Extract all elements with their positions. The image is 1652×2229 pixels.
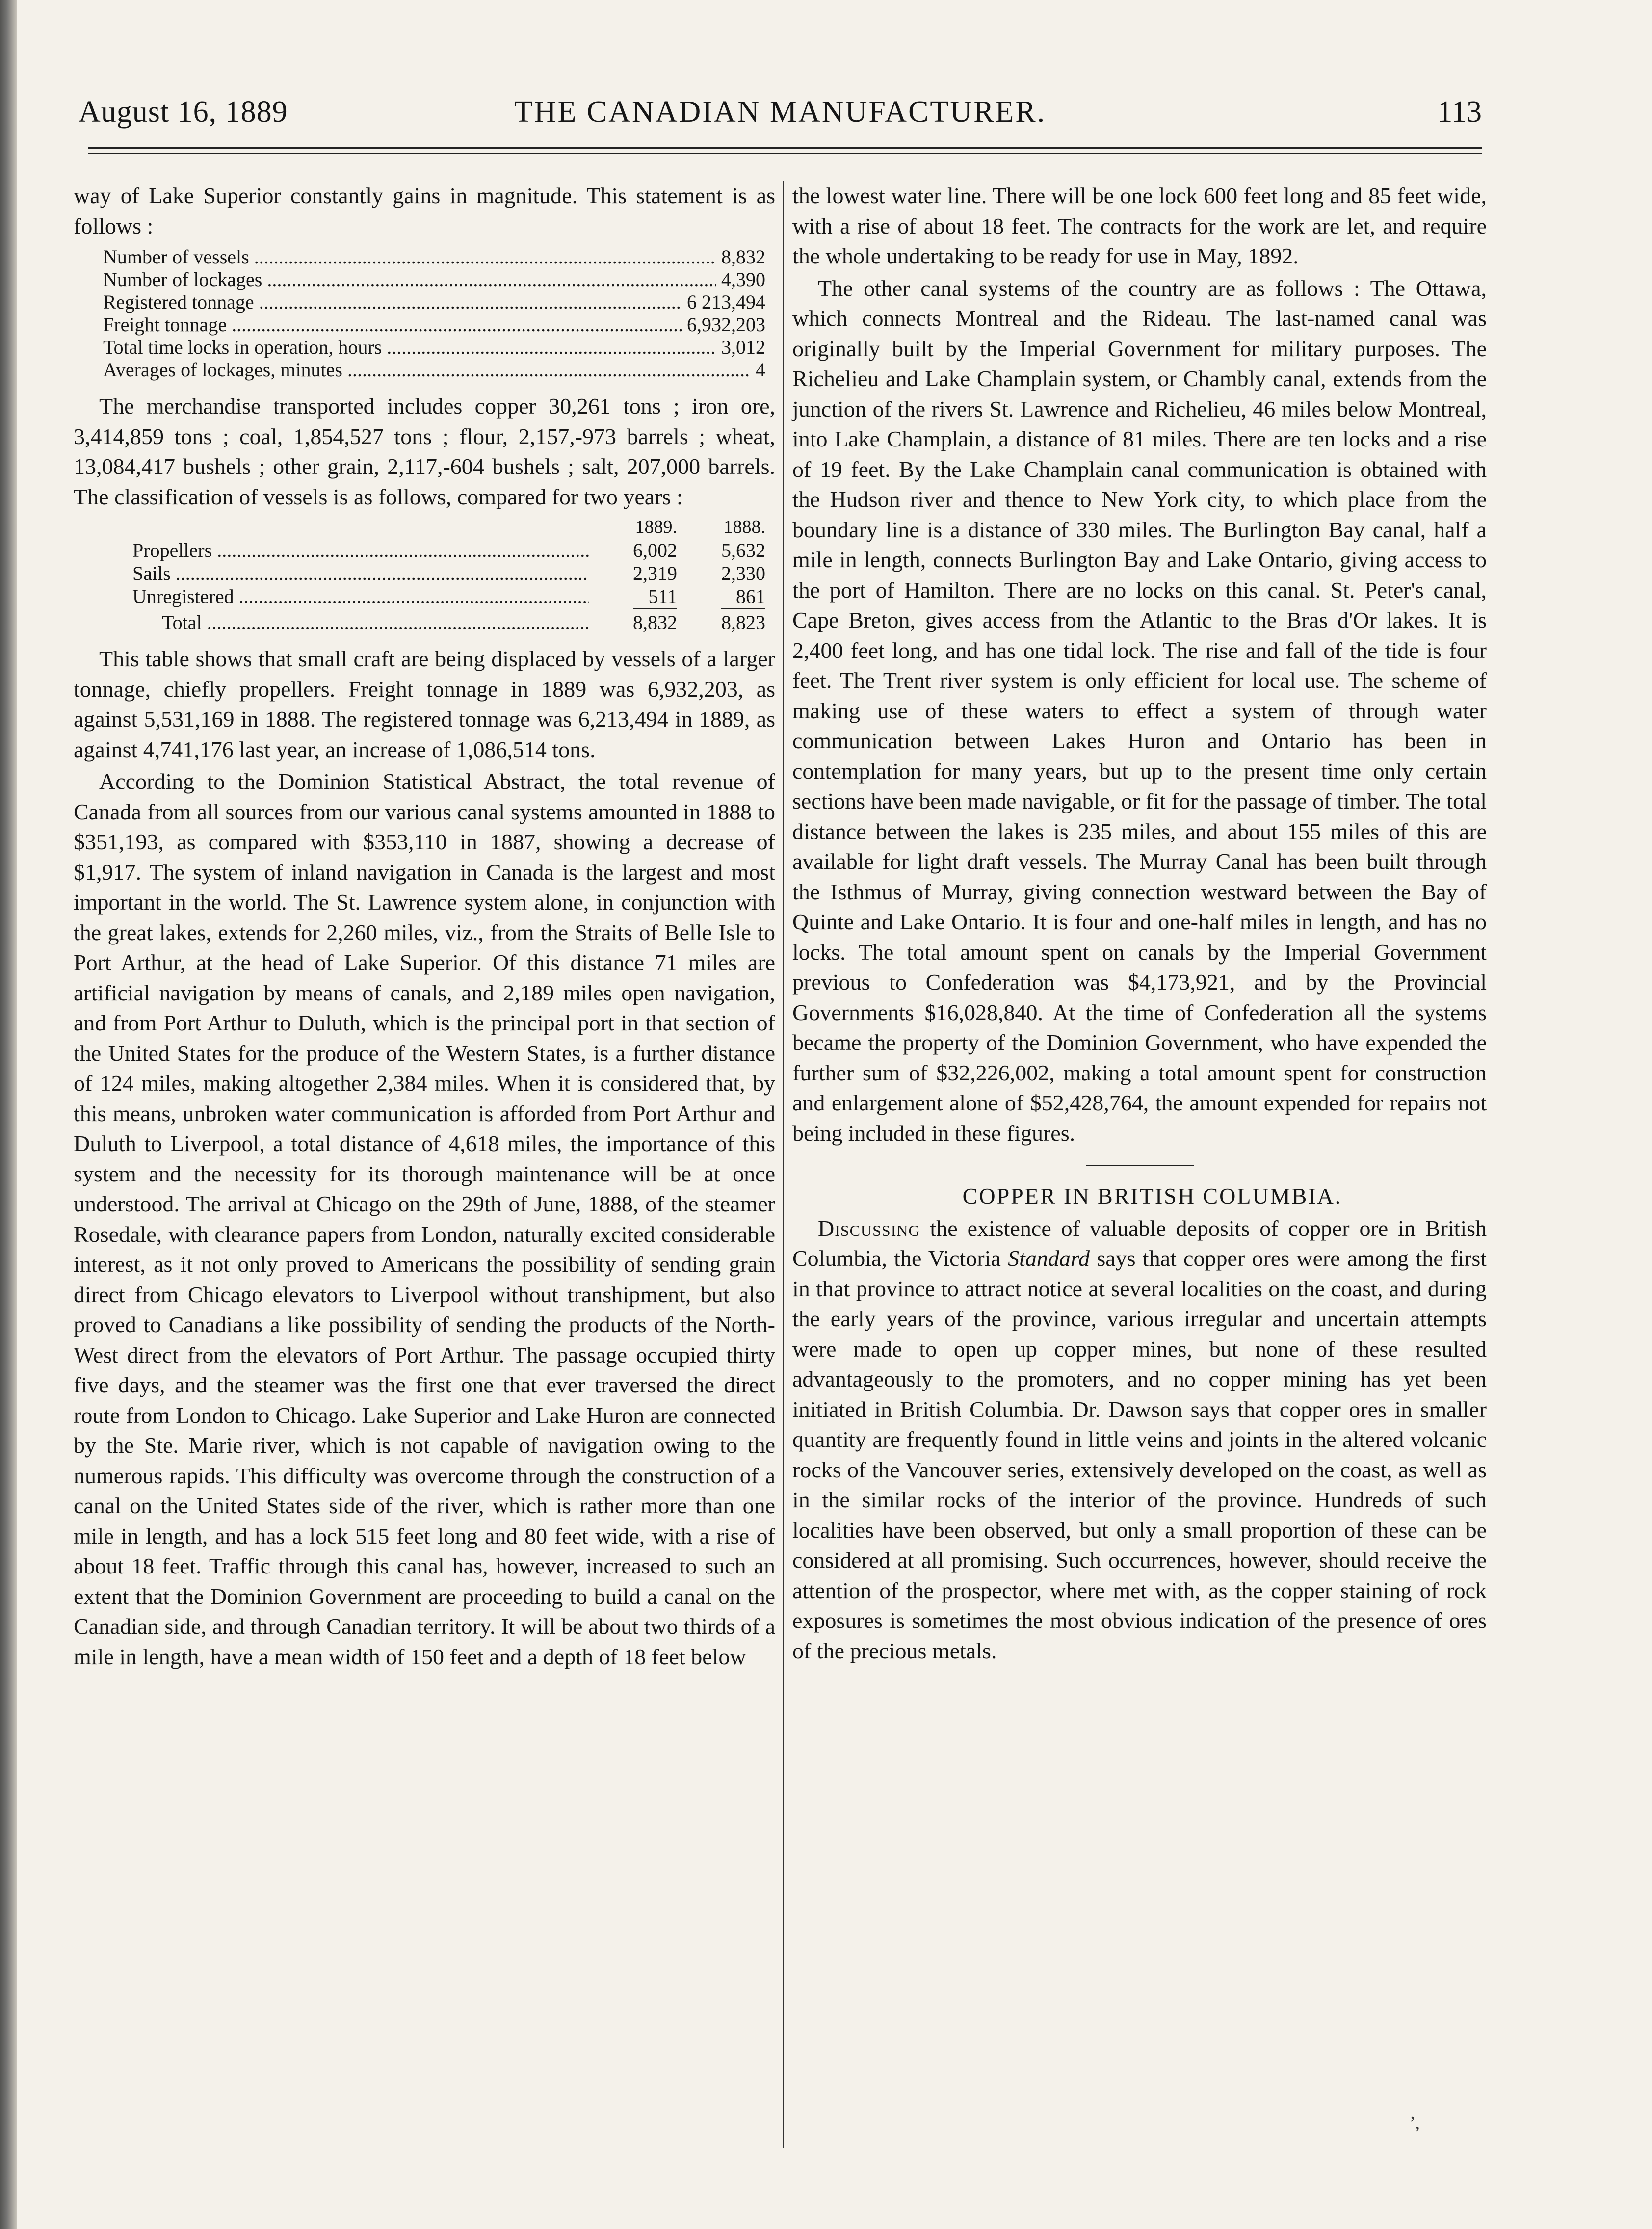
stat-row bbox=[103, 314, 765, 336]
publication-title: THE CANADIAN MANUFACTURER. bbox=[514, 95, 1047, 129]
copper-paragraph bbox=[792, 1213, 1487, 1666]
binding-edge bbox=[0, 0, 17, 2229]
page-number: 113 bbox=[1437, 95, 1482, 129]
stat-label: Averages of lockages, minutes ..... bbox=[103, 359, 751, 381]
copper-text-b: says that copper ores were among the first in that province to attract notice at several localities on the coast, and during the early years of the province, various irregular and uncertain attempts were made to open up copper mines, but none of these resulted advantageously to the promoters, and no copper mining has yet been initiated in British Columbia. Dr. Dawson says that copper ores in smaller quantity are frequently found in little veins and joints in the altered volcanic rocks of the Vancouver series, extensively developed on the coast, as well as in the similar rocks of the interior of the province. Hundreds of such localities have been observed, but only a small proportion of these can be considered at all promising. Such occurrences, however, should receive the attention of the prospector, where met with, as the copper staining of rock exposures is sometimes the most obvious indication of the presence of ores of the precious metals. bbox=[792, 1246, 1487, 1663]
statistical-abstract-paragraph: According to the Dominion Statistical Abstract, the total revenue of Canada from all sources from our various canal systems amounted in 1888 to $351,193, as compared with $353,110 in 1887, showing a decrease of $1,917. The system of inland navigation in Canada is the largest and most important in the world. The St. Lawrence system alone, in conjunction with the great lakes, extends for 2,260 miles, viz., from the Straits of Belle Isle to Port Arthur, at the head of Lake Superior. Of this distance 71 miles are artificial navigation by means of canals, and 2,189 miles open navigation, and from Port Arthur to Duluth, which is the principal port in that section of the United States for the produce of the Western States, is a further distance of 124 miles, making altogether 2,384 miles. When it is considered that, by this means, unbroken water communication is afforded from Port Arthur and Duluth to Liverpool, a total distance of 4,618 miles, the importance of this system and the necessity for its thorough maintenance will be at once understood. The arrival at Chicago on the 29th of June, 1888, of the steamer Rosedale, with clearance papers from London, naturally excited considerable interest, as it not only proved to Americans the possibility of sending grain direct from Chicago elevators to Liverpool without transhipment, but also proved to Canadians a like possibility of sending the products of the North-West direct from the elevators of Port Arthur. The passage occupied thirty five days, and the steamer was the first one that ever traversed the direct route from London to Chicago. Lake Superior and Lake Huron are connected by the Ste. Marie river, which is not capable of navigation owing to the numerous rapids. This difficulty was overcome through the construction of a canal on the United States side of the river, which is rather more than one mile in length, and has a lock 515 feet long and 80 feet wide, with a rise of about 18 feet. Traffic through this canal has, however, increased to such an extent that the Dominion Government are proceeding to build a canal on the Canadian side, and through Canadian territory. It will be about two thirds of a mile in length, have a mean width of 150 feet and a depth of 18 feet below bbox=[74, 769, 775, 1669]
stat-label: Number of lockages ..... bbox=[103, 268, 716, 291]
right-column bbox=[792, 181, 1487, 1668]
total-1888: 8,823 bbox=[721, 611, 765, 633]
row-label: Propellers ..... bbox=[132, 539, 589, 562]
cell-1889: 6,002 bbox=[633, 539, 677, 561]
left-intro-paragraph: way of Lake Superior constantly gains in magnitude. This statement is as follows : bbox=[74, 183, 775, 238]
section-heading: COPPER IN BRITISH COLUMBIA. bbox=[962, 1183, 1342, 1208]
stat-value: 4 bbox=[756, 359, 765, 381]
column-header-1889: 1889. bbox=[635, 517, 677, 537]
page-header bbox=[79, 91, 1482, 145]
stat-row bbox=[103, 291, 765, 314]
cell-1889: 511 bbox=[648, 585, 677, 607]
stat-value: 6,932,203 bbox=[687, 314, 765, 336]
copper-text-a: the existence of valuable deposits of copper ore in British Columbia, the Victoria bbox=[792, 1215, 1487, 1271]
column-divider bbox=[783, 181, 784, 2148]
stat-value: 3,012 bbox=[721, 336, 765, 358]
table-row bbox=[132, 585, 765, 608]
stat-row bbox=[103, 336, 765, 359]
tonnage-paragraph: This table shows that small craft are being displaced by vessels of a larger tonnage, chiefly propellers. Freight tonnage in 1889 was 6,932,203, as against 5,531,169 in 1888. The registered tonnage was 6,213,494 in 1889, as against 4,741,176 last year, an increase of 1,086,514 tons. bbox=[74, 646, 775, 762]
lead-word: Discussing bbox=[818, 1215, 920, 1241]
cell-1889: 2,319 bbox=[633, 562, 677, 584]
stat-value: 6 213,494 bbox=[687, 291, 765, 313]
cell-1888: 5,632 bbox=[721, 539, 765, 561]
stat-value: 4,390 bbox=[721, 268, 765, 290]
stat-label: Number of vessels ..... bbox=[103, 246, 716, 268]
lockage-statement bbox=[103, 246, 765, 381]
stat-value: 8,832 bbox=[721, 246, 765, 268]
total-1889: 8,832 bbox=[633, 611, 677, 633]
stat-row bbox=[103, 268, 765, 291]
stat-row bbox=[103, 359, 765, 381]
table-row bbox=[132, 539, 765, 562]
end-mark: ’‚ bbox=[1408, 2113, 1421, 2133]
stat-label: Total time locks in operation, hours ..... bbox=[103, 336, 716, 359]
column-header-1888: 1888. bbox=[723, 517, 765, 537]
continued-paragraph: the lowest water line. There will be one lock 600 feet long and 85 feet wide, with a rise of about 18 feet. The contracts for the work are let, and require the whole undertaking to be ready for use in May, 1892. bbox=[792, 183, 1487, 268]
stat-label: Freight tonnage ..... bbox=[103, 314, 682, 336]
table-header-row bbox=[132, 516, 765, 539]
newspaper-name: Standard bbox=[1008, 1246, 1090, 1271]
other-canals-paragraph: The other canal systems of the country are as follows : The Ottawa, which connects Montreal and the Rideau. The last-named canal was originally built by the Imperial Government for military purposes. The Richelieu and Lake Champlain system, or Chambly canal, extends from the junction of the rivers St. Lawrence and Richelieu, 46 miles below Montreal, into Lake Champlain, a distance of 81 miles. There are ten locks and a rise of 19 feet. By the Lake Champlain canal communication is obtained with the Hudson river and thence to New York city, to which place from the boundary line is a distance of 330 miles. The Burlington Bay canal, half a mile in length, connects Burlington Bay and Lake Ontario, giving access to the port of Hamilton. There are no locks on this canal. St. Peter's canal, Cape Breton, gives access from the Atlantic to the Bras d'Or lakes. It is 2,400 feet long, and has one tidal lock. The rise and fall of the tide is four feet. The Trent river system is only efficient for local use. The scheme of making use of these waters to effect a system of through water communication between Lakes Huron and Ontario has been in contemplation for many years, but up to the present time only certain sections have been made navigable, or fit for the passage of timber. The total distance between the lakes is 235 miles, and about 155 miles of this are available for light draft vessels. The Murray Canal has been built through the Isthmus of Murray, giving connection westward between the Bay of Quinte and Lake Ontario. It is four and one-half miles in length, and has no locks. The total amount spent on canals by the Imperial Government previous to Confederation was $4,173,921, and by the Provincial Governments $16,028,840. At the time of Confederation all the systems became the property of the Dominion Government, who have expended the further sum of $32,226,002, making a total amount spent for construction and enlargement alone of $52,428,764, the amount expended for repairs not being included in these figures. bbox=[792, 275, 1487, 1146]
total-label: Total ..... bbox=[132, 611, 589, 634]
section-divider bbox=[1086, 1165, 1194, 1166]
cell-1888: 861 bbox=[736, 585, 765, 607]
stat-row bbox=[103, 246, 765, 268]
issue-date: August 16, 1889 bbox=[79, 95, 288, 129]
stat-label: Registered tonnage ..... bbox=[103, 291, 682, 314]
table-row bbox=[132, 562, 765, 585]
cell-1888: 2,330 bbox=[721, 562, 765, 584]
total-row bbox=[132, 611, 765, 634]
left-column bbox=[74, 181, 775, 1674]
row-label: Sails ..... bbox=[132, 562, 589, 585]
merchandise-paragraph: The merchandise transported includes copper 30,261 tons ; iron ore, 3,414,859 tons ; coal, 1,854,527 tons ; flour, 2,157,-973 barrels ; wheat, 13,084,417 bushels ; other grain, 2,117,-604 bushels ; salt, 207,000 barrels. The classification of vessels is as follows, compared for two years : bbox=[74, 393, 775, 509]
header-rule bbox=[88, 147, 1482, 154]
vessel-classification-table bbox=[132, 516, 765, 634]
row-label: Unregistered ..... bbox=[132, 585, 589, 608]
